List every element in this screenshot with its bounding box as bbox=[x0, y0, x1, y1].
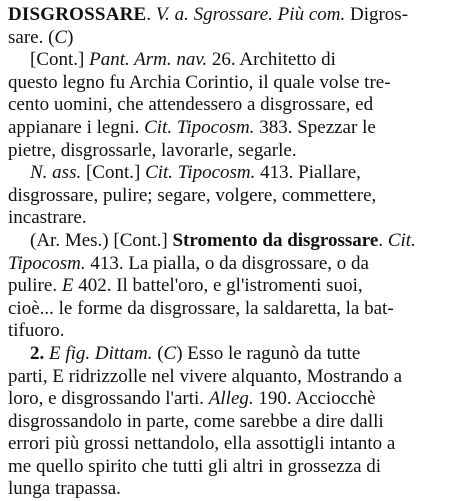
text-run: ( bbox=[152, 342, 164, 364]
text-run: disgrossare, pulire; segare, volgere, commettere, bbox=[8, 184, 377, 206]
text-run-italic: V. a. Sgrossare. Più com. bbox=[155, 4, 346, 25]
entry-line bbox=[8, 366, 464, 389]
text-run: questo legno fu Archia Corintio, il quale volse tre- bbox=[8, 71, 391, 93]
text-run: pulire. bbox=[8, 275, 62, 297]
text-run: tifuoro. bbox=[8, 320, 65, 342]
entry-line bbox=[8, 343, 464, 366]
text-run: [Cont.] bbox=[81, 162, 146, 184]
entry-line bbox=[8, 94, 464, 117]
text-run: (Ar. Mes.) [Cont.] bbox=[30, 229, 173, 251]
text-run: . bbox=[378, 229, 388, 251]
text-run: 190. Acciocchè bbox=[253, 388, 376, 410]
text-run: 402. Il battel'oro, e gl'istromenti suoi, bbox=[73, 275, 363, 297]
text-run: . bbox=[146, 4, 156, 25]
text-run: appianare i legni. bbox=[8, 116, 145, 138]
sense-number: 2. bbox=[30, 342, 45, 364]
dictionary-entry bbox=[8, 4, 464, 501]
text-run-italic: Tipocosm. bbox=[8, 252, 86, 274]
headword: DISGROSSARE bbox=[8, 4, 147, 25]
text-run-italic: Alleg. bbox=[208, 388, 254, 410]
entry-line bbox=[8, 27, 464, 50]
text-run: parti, E ridrizzolle nel vivere alquanto, Mostrando a bbox=[8, 365, 403, 387]
text-run: 383. Spezzar le bbox=[254, 116, 376, 138]
text-run: loro, e disgrossando l'arti. bbox=[8, 388, 209, 410]
text-run: ) Esso le ragunò da tutte bbox=[176, 342, 361, 364]
text-run-italic: C bbox=[163, 342, 177, 364]
text-run-italic: E fig. Dittam. bbox=[49, 342, 153, 364]
text-run-italic: Pant. Arm. nav. bbox=[89, 49, 208, 71]
entry-line bbox=[8, 207, 464, 230]
text-run: sare. ( bbox=[8, 26, 55, 48]
entry-line bbox=[8, 185, 464, 208]
text-run-italic: Cit. bbox=[387, 229, 416, 251]
text-run: pietre, disgrossarle, lavorarle, segarle. bbox=[8, 139, 297, 161]
text-run: incastrare. bbox=[8, 207, 87, 229]
entry-line bbox=[8, 478, 464, 501]
text-run-italic: N. ass. bbox=[30, 162, 82, 184]
text-run-italic: C bbox=[54, 26, 68, 48]
text-run: errori più grossi nettandolo, ella assottigli intanto a bbox=[8, 433, 396, 455]
entry-line bbox=[8, 320, 464, 343]
entry-line bbox=[8, 49, 464, 72]
entry-line bbox=[8, 253, 464, 276]
entry-line bbox=[8, 388, 464, 411]
entry-line bbox=[8, 4, 464, 27]
entry-line bbox=[8, 72, 464, 95]
text-run: cioè... le forme da disgrossare, la saldaretta, la bat- bbox=[8, 297, 394, 319]
text-run: Digros- bbox=[345, 4, 409, 25]
entry-line bbox=[8, 298, 464, 321]
text-run: 413. Piallare, bbox=[255, 162, 361, 184]
text-run: me quello spirito che tutti gli altri in grossezza di bbox=[8, 455, 382, 477]
entry-line bbox=[8, 230, 464, 253]
entry-line bbox=[8, 411, 464, 434]
entry-line bbox=[8, 117, 464, 140]
text-run: 26. Architetto di bbox=[207, 49, 336, 71]
text-run-italic: E bbox=[61, 275, 74, 297]
entry-line bbox=[8, 140, 464, 163]
entry-line bbox=[8, 275, 464, 298]
text-run-italic: Cit. Tipocosm. bbox=[145, 162, 256, 184]
text-run: disgrossandolo in parte, come sarebbe a dire dalli bbox=[8, 410, 384, 432]
entry-line bbox=[8, 433, 464, 456]
text-run-italic: Cit. Tipocosm. bbox=[144, 116, 255, 138]
text-run: 413. La pialla, o da disgrossare, o da bbox=[85, 252, 369, 274]
text-run: lunga trapassa. bbox=[8, 478, 121, 500]
text-run-bold: Stromento da disgrossare bbox=[172, 229, 379, 251]
entry-line bbox=[8, 162, 464, 185]
entry-line bbox=[8, 456, 464, 479]
text-run: cento uomini, che attendessero a disgrossare, ed bbox=[8, 94, 374, 116]
text-run: ) bbox=[67, 26, 74, 48]
text-run: [Cont.] bbox=[30, 49, 90, 71]
